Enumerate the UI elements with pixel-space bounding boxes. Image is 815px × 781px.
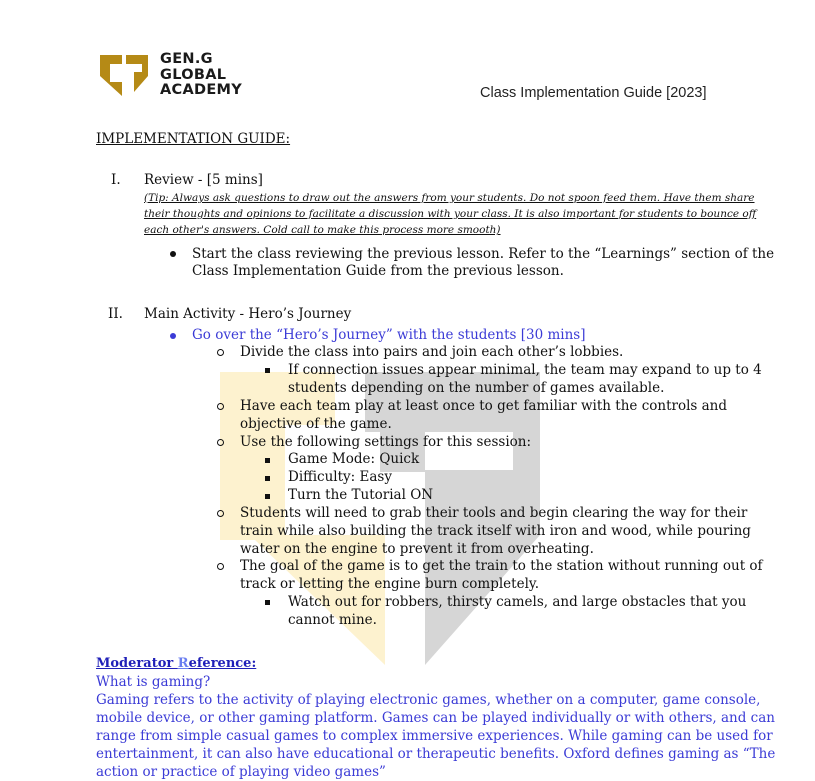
bullet-circle-icon xyxy=(217,403,224,410)
moderator-heading-part-1: Moderator xyxy=(96,656,178,671)
difficulty-item: Difficulty: Easy xyxy=(288,469,392,485)
goal-line-1: The goal of the game is to get the train to the station without running out of xyxy=(240,558,763,574)
bullet-square-icon xyxy=(265,458,270,463)
section-1-numeral: I. xyxy=(111,172,121,188)
moderator-body-line-3: range from simple casual games to complex immersive experiences. While gaming can be used for xyxy=(96,728,773,744)
bullet-square-icon xyxy=(265,494,270,499)
watch-line-1: Watch out for robbers, thirsty camels, and large obstacles that you xyxy=(288,594,747,610)
bullet-square-icon xyxy=(265,368,270,373)
section-2-title: Main Activity - Hero’s Journey xyxy=(144,306,352,322)
bullet-circle-icon xyxy=(217,439,224,446)
tip-line-3: each other's answers. Cold call to make this process more smooth) xyxy=(144,224,501,236)
settings-item: Use the following settings for this session: xyxy=(240,434,532,450)
logo-wordmark xyxy=(160,52,242,99)
tools-line-1: Students will need to grab their tools and begin clearing the way for their xyxy=(240,505,748,521)
review-bullet-line-2: Class Implementation Guide from the previous lesson. xyxy=(192,263,564,279)
moderator-body-line-1: Gaming refers to the activity of playing electronic games, whether on a computer, game console, xyxy=(96,692,761,708)
section-1-title: Review - [5 mins] xyxy=(144,172,263,188)
section-2-numeral: II. xyxy=(108,306,123,322)
bullet-circle-icon xyxy=(217,563,224,570)
bullet-square-icon xyxy=(265,600,270,605)
goal-line-2: track or letting the engine burn completely. xyxy=(240,576,540,592)
page-heading: IMPLEMENTATION GUIDE: xyxy=(96,131,291,147)
gen-g-logo-icon xyxy=(98,52,150,98)
watch-line-2: cannot mine. xyxy=(288,612,377,628)
moderator-reference-heading xyxy=(96,655,256,673)
logo-line-2: GLOBAL xyxy=(160,66,227,83)
document-header-title: Class Implementation Guide [2023] xyxy=(480,85,707,101)
moderator-heading-part-2: R xyxy=(177,656,189,671)
tip-line-2: their thoughts and opinions to facilitate a discussion with your class. It is also important for students to bounce off xyxy=(144,208,757,220)
connection-line-2: students depending on the number of games available. xyxy=(288,380,665,396)
bullet-circle-icon xyxy=(217,349,224,356)
review-bullet-line-1: Start the class reviewing the previous lesson. Refer to the “Learnings” section of the xyxy=(192,246,775,262)
logo-line-1: GEN.G xyxy=(160,51,213,67)
game-mode-item: Game Mode: Quick xyxy=(288,451,420,467)
bullet-dot-blue-icon xyxy=(170,333,176,339)
connection-line-1: If connection issues appear minimal, the team may expand to up to 4 xyxy=(288,362,762,378)
play-line-2: objective of the game. xyxy=(240,416,392,432)
pairs-item: Divide the class into pairs and join each other’s lobbies. xyxy=(240,344,624,360)
moderator-body-line-5: action or practice of playing video games” xyxy=(96,764,386,780)
tip-line-1: (Tip: Always ask questions to draw out the answers from your students. Do not spoon feed them. Have them share xyxy=(144,192,755,204)
bullet-circle-icon xyxy=(217,510,224,517)
moderator-body-line-4: entertainment, it can also have educational or therapeutic benefits. Oxford defines gaming as “The xyxy=(96,746,776,762)
bullet-dot-icon xyxy=(170,251,176,257)
play-line-1: Have each team play at least once to get familiar with the controls and xyxy=(240,398,728,414)
heros-journey-bullet: Go over the “Hero’s Journey” with the students [30 mins] xyxy=(192,327,586,343)
tools-line-2: train while also building the track itself with iron and wood, while pouring xyxy=(240,523,751,539)
moderator-heading-part-3: eference: xyxy=(188,656,257,671)
tutorial-item: Turn the Tutorial ON xyxy=(288,487,434,503)
tools-line-3: water on the engine to prevent it from overheating. xyxy=(240,541,594,557)
bullet-square-icon xyxy=(265,476,270,481)
moderator-body-line-2: mobile device, or other gaming platform. Games can be played individually or with others, and can xyxy=(96,710,775,726)
logo-line-3: ACADEMY xyxy=(160,82,243,98)
moderator-question: What is gaming? xyxy=(96,674,211,690)
